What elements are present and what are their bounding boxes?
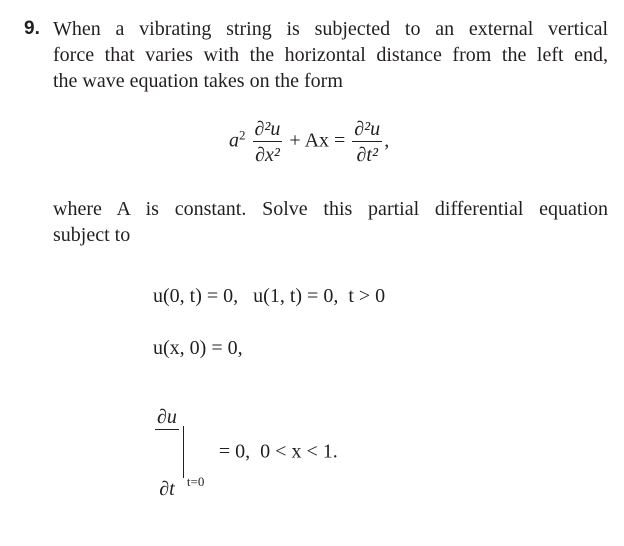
initial-conditions [143, 314, 338, 546]
wave-coef: a [229, 129, 239, 152]
tail-line-1: where A is constant. Solve this partial differential equation [53, 198, 608, 220]
intro-line-2: force that varies with the horizontal distance from the left end, [53, 44, 608, 66]
evaluation-bar [183, 426, 219, 489]
intro-line-3: the wave equation takes on the form [53, 70, 343, 92]
wave-coef-power: 2 [239, 127, 246, 143]
wave-plus-term: + Ax = [289, 129, 346, 152]
wave-end-punct: , [384, 129, 390, 152]
wave-rhs-denominator: ∂t² [356, 144, 378, 166]
initial-denominator: ∂t [159, 478, 175, 500]
wave-equation [229, 118, 389, 166]
boundary-text: u(0, t) = 0, u(1, t) = 0, t > 0 [153, 285, 386, 307]
wave-rhs-fraction [352, 118, 382, 166]
initial-numerator: ∂u [157, 406, 177, 428]
wave-lhs-fraction [253, 118, 283, 166]
intro-line-1: When a vibrating string is subjected to an external vertical [53, 18, 608, 40]
evaluation-bar-line [183, 426, 184, 478]
initial-fraction [155, 360, 179, 546]
boundary-conditions [143, 262, 385, 308]
wave-rhs-numerator: ∂²u [354, 118, 381, 140]
tail-line-2: subject to [53, 224, 131, 246]
problem-tail [53, 196, 608, 248]
problem-number: 9. [24, 18, 40, 39]
problem-intro [53, 16, 608, 94]
evaluation-subscript: t=0 [186, 474, 205, 489]
initial-right: = 0, 0 < x < 1. [218, 440, 338, 463]
wave-lhs-denominator: ∂x² [255, 144, 280, 166]
initial-left: u(x, 0) = 0, [153, 337, 243, 359]
wave-lhs-numerator: ∂²u [254, 118, 281, 140]
